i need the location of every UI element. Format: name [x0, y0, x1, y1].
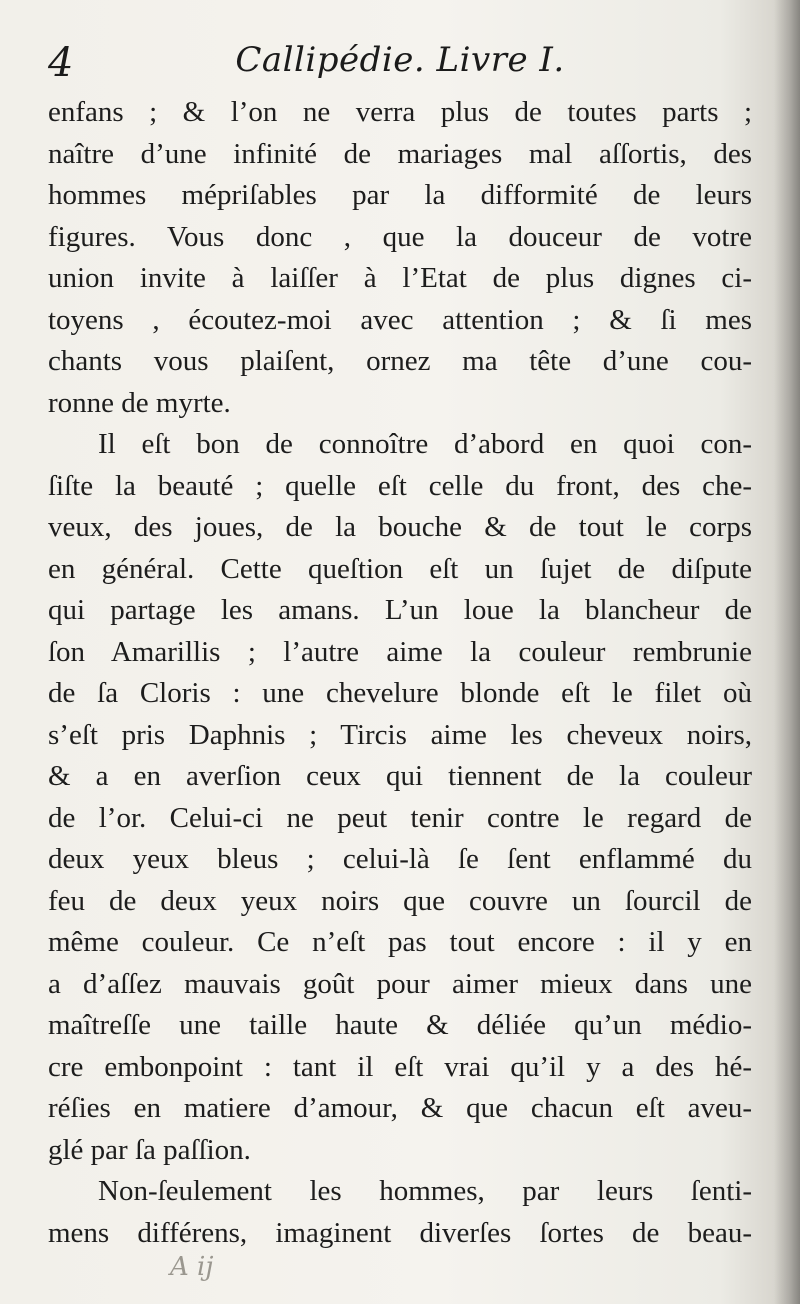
text-line: union invite à laiſſer à l’Etat de plus dignes ci-	[48, 262, 752, 294]
text-line: de l’or. Celui-ci ne peut tenir contre le regard de	[48, 801, 752, 834]
paragraph-end-line: glé par ſa paſſion.	[48, 1133, 251, 1166]
text-line: mens différens, imaginent diverſes ſortes de beau-	[48, 1216, 752, 1249]
text-line: a d’aſſez mauvais goût pour aimer mieux dans une	[48, 967, 752, 1000]
body-text	[48, 92, 752, 1254]
text-line: hommes mépriſables par la difformité de leurs	[48, 179, 752, 211]
text-line: s’eſt pris Daphnis ; Tircis aime les cheveux noirs,	[48, 718, 752, 751]
text-line: ſiſte la beauté ; quelle eſt celle du front, des che-	[48, 469, 752, 502]
text-line: de ſa Cloris : une chevelure blonde eſt le filet où	[48, 677, 752, 709]
page-header	[40, 40, 760, 90]
text-line: chants vous plaiſent, ornez ma tête d’une cou-	[48, 345, 752, 377]
paragraph-start-line: Il eſt bon de connoître d’abord en quoi con-	[98, 428, 752, 460]
text-line: figures. Vous donc , que la douceur de votre	[48, 220, 752, 253]
text-line: naître d’une infinité de mariages mal aſſortis, des	[48, 137, 752, 170]
text-line: veux, des joues, de la bouche & de tout le corps	[48, 511, 752, 543]
text-line: maîtreſſe une taille haute & déliée qu’un médio-	[48, 1009, 752, 1041]
text-line: réſies en matiere d’amour, & que chacun eſt aveu-	[48, 1092, 752, 1124]
text-line: deux yeux bleus ; celui-là ſe ſent enflammé du	[48, 843, 752, 875]
page-edge-shadow	[774, 0, 800, 1304]
paragraph-end-line: ronne de myrte.	[48, 386, 231, 419]
running-title: Callipédie. Livre I.	[235, 40, 565, 80]
text-line: en général. Cette queſtion eſt un ſujet de diſpute	[48, 552, 752, 585]
text-line: ſon Amarillis ; l’autre aime la couleur rembrunie	[48, 635, 752, 668]
text-line: enfans ; & l’on ne verra plus de toutes parts ;	[48, 96, 752, 128]
text-line: toyens , écoutez-moi avec attention ; & ſi mes	[48, 303, 752, 336]
text-line: même couleur. Ce n’eſt pas tout encore : il y en	[48, 926, 752, 958]
paragraph-start-line: Non-ſeulement les hommes, par leurs ſenti-	[98, 1175, 752, 1207]
signature-mark: A ij	[170, 1252, 214, 1282]
text-line: feu de deux yeux noirs que couvre un ſourcil de	[48, 884, 752, 917]
page-number: 4	[48, 40, 74, 86]
text-line: & a en averſion ceux qui tiennent de la couleur	[48, 760, 752, 792]
text-line: qui partage les amans. L’un loue la blancheur de	[48, 594, 752, 626]
text-line: cre embonpoint : tant il eſt vrai qu’il y a des hé-	[48, 1050, 752, 1083]
